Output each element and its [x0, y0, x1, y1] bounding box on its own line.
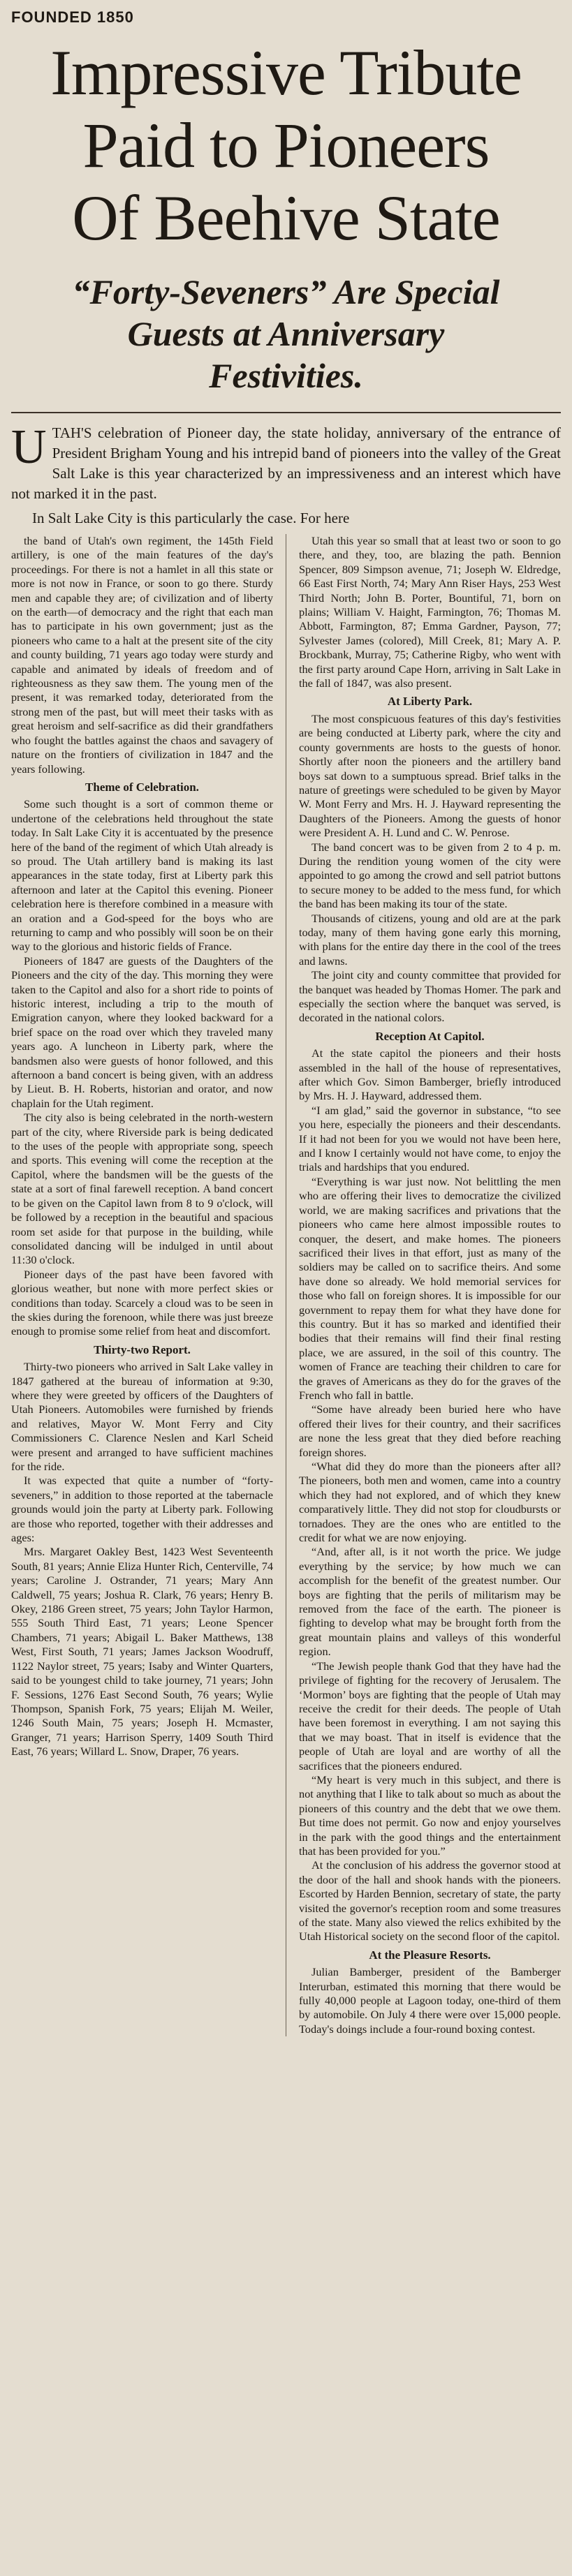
subheadline-line: Guests at Anniversary	[127, 314, 445, 353]
article-paragraph: Thousands of citizens, young and old are at the park today, many of them having gone early this morning, with plans for the entire day there in the cool of the trees and lawns.	[299, 911, 561, 968]
divider	[11, 412, 561, 413]
article-paragraph: “And, after all, is it not worth the price. We judge everything by the service; by how much we can accomplish for the benefit of the greatest number. Our boys are fighting that the perils of militarism may be removed from the face of the earth. The pioneer is fighting to develop what may be brought forth from the great mountain plains and valleys of this wonderful region.	[299, 1545, 561, 1659]
lead-text: In Salt Lake City is this particularly the case. For here	[32, 510, 350, 526]
left-column	[11, 534, 273, 2036]
founded-label: FOUNDED 1850	[11, 8, 134, 26]
section-heading: At Liberty Park.	[387, 695, 473, 709]
subheadline	[11, 271, 561, 397]
lead-text: TAH'S celebration of Pioneer day, the state holiday, anniversary of the entrance of President Brigham Young and his intrepid band of pioneers into the valley of the Great Salt Lake is this year characterized by an impressiveness and an interest which have not marked it in the past.	[11, 424, 562, 502]
article-paragraph: Pioneers of 1847 are guests of the Daughters of the Pioneers and the city of the day. This morning they were taken to the Capitol and also for a short ride to points of historic interest, including a trip to the mouth of Emigration canyon, where they looked backward for a brief space on the road over which they traveled many years ago. A luncheon in Liberty park, where the bandsmen also were guests of honor followed, and this afternoon a band concert is being given, with an address by Lieut. B. H. Roberts, historian and orator, and now chaplain for the Utah regiment.	[11, 954, 273, 1110]
article-paragraph: “Some have already been buried here who have offered their lives for their country, and their sacrifices are none the less great that they died before reaching foreign shores.	[299, 1402, 561, 1459]
article-paragraph: The most conspicuous features of this day's festivities are being conducted at Liberty park, where the city and county governments are hosts to the guests of honor. Shortly after noon the pioneers and the artillery band boys sat down to a sumptuous spread. Brief talks in the nature of greetings were scheduled to be given by Mayor W. Mont Ferry and Mrs. H. J. Hayward representing the Daughters of the Pioneers. Among the guests of honor were President A. H. Lund and C. W. Penrose.	[299, 711, 561, 840]
article-paragraph: “Everything is war just now. Not belittling the men who are offering their lives to democratize the civilized world, we are making sacrifices and privations that the pioneers who came here almost impossible routes to conquer, the desert, and make homes. The pioneers sacrificed their lives in that effort, just as many of the soldiers may be called on to sacrifice theirs. And some have done so already. We hold memorial services for those who fall on foreign shores. It is impossible for our government to repay them for what they have done for this country. But it has so marked and identified their bodies that their remains will find their final resting place, we are assured, in the soil of this country. The women of France are teaching their children to care for the graves of Americans as they do for the graves of the French who fall in battle.	[299, 1174, 561, 1402]
headline	[11, 36, 561, 254]
article-paragraph: The joint city and county committee that provided for the banquet was headed by Thomas Homer. The park and especially the section where the banquet was served, is decorated in the national colors.	[299, 968, 561, 1025]
article-paragraph: The band concert was to be given from 2 to 4 p. m. During the rendition young women of the city were appointed to go among the crowd and sell patriot buttons to secure money to be added to the mess fund, for which the band has been making its tour of the state.	[299, 840, 561, 911]
article-paragraph: The city also is being celebrated in the north-western part of the city, where Riverside park is being dedicated to the uses of the people with appropriate song, speech and sports. This evening will come the reception at the Capitol, where the bandsmen will be the guests of the state at a sort of final farewell reception. A band concert to be given on the Capitol lawn from 8 to 9 o'clock, will be followed by a reception in the beautiful and spacious room set aside for that purpose in the building, while consolidated dancing will be indulged in until about 11:30 o'clock.	[11, 1111, 273, 1267]
article-columns	[11, 534, 561, 2036]
section-heading: Reception At Capitol.	[375, 1029, 485, 1043]
headline-line: Paid to Pioneers	[82, 110, 490, 181]
article-paragraph: Utah this year so small that at least two or soon to go there, and they, too, are blazing the path. Bennion Spencer, 809 Simpson avenue, 71; Joseph W. Eldredge, 66 East First North, 74; Mary Ann Riser Hays, 253 West Third North; John B. Porter, Bountiful, 71, born on plains; William V. Haight, Farmington, 76; Thomas M. Abbott, Farmington, 87; Emma Gardner, Payson, 77; Sylvester James (colored), Mill Creek, 81; Mary A. P. Brockbank, Murray, 75; Catherine Rigby, who went with the first party around Cape Horn, arriving in Salt Lake in the fall of 1847, was also present.	[299, 534, 561, 690]
article-paragraph: “My heart is very much in this subject, and there is not anything that I like to talk about so much as about the pioneers of this country and the debt that we owe them. But time does not permit. Go now and enjoy yourselves in the park with the good things and the entertainment that has been provided for you.”	[299, 1772, 561, 1858]
article-paragraph: the band of Utah's own regiment, the 145th Field artillery, is one of the main features of the day's proceedings. For there is not a hamlet in all this state or more is not now in France, or soon to go there. Sturdy men and capable they are; of civilization and of liberty on the earth—of democracy and the right that each man has to participate in his own government; just as the pioneers who came to a halt at the present site of the city and county building, 71 years ago today were sturdy and capable and animated by ideals of freedom and of righteousness as they saw them. The young men of the present, it was remarked today, deteriorated from the strong men of the past, but will meet their tasks with as great heroism and self-sacrifice as did their grandfathers who fought the battles against the chaos and savagery of nature on the frontiers of civilization in 1847 and the years following.	[11, 534, 273, 776]
article-paragraph: It was expected that quite a number of “forty-seveners,” in addition to those reported at the tabernacle grounds would join the party at Liberty park. Following are those who reported, together with their addresses and ages:	[11, 1474, 273, 1545]
article-paragraph: At the conclusion of his address the governor stood at the door of the hall and shook hands with the pioneers. Escorted by Harden Bennion, secretary of state, the party visited the governor's reception room and some treasures of the state. Many also viewed the relics exhibited by the Utah Historical society on the second floor of the capitol.	[299, 1858, 561, 1944]
article-paragraph: “I am glad,” said the governor in substance, “to see you here, especially the pioneers and their descendants. If it had not been for you we would not have been here, and I know I certainly would not have come, to enjoy the trials and hardships that you endured.	[299, 1103, 561, 1174]
article-paragraph: At the state capitol the pioneers and their hosts assembled in the hall of the house of representatives, after which Gov. Simon Bamberger, briefly introduced by Mrs. H. J. Hayward, addressed them.	[299, 1046, 561, 1103]
section-heading: At the Pleasure Resorts.	[369, 1948, 491, 1962]
article-paragraph: Mrs. Margaret Oakley Best, 1423 West Seventeenth South, 81 years; Annie Eliza Hunter Rich, Centerville, 74 years; Caroline J. Ostrander, 71 years; Mary Ann Caldwell, 75 years; Joshua R. Clark, 76 years; Henry B. Okey, 2186 Green street, 75 years; John Taylor Harmon, 555 South Third East, 71 years; Leone Spencer Chambers, 71 years; Abigail L. Baker Matthews, 138 West, First South, 71 years; James Jackson Woodruff, 1122 Naylor street, 75 years; Isaby and Winter Quarters, said to be youngest child to take journey, 71 years; John F. Sessions, 1276 East Second South, 76 years; Wylie Thompson, Spanish Fork, 75 years; Elijah M. Weiler, 1246 South Main, 75 years; Joseph H. Mcmaster, Granger, 71 years; Harrison Sperry, 1409 South Third East, 76 years; Willard L. Snow, Draper, 76 years.	[11, 1545, 273, 1759]
article-paragraph: Thirty-two pioneers who arrived in Salt Lake valley in 1847 gathered at the bureau of information at 9:30, where they were greeted by officers of the Daughters of Utah Pioneers. Automobiles were furnished by friends and relatives, Mayor W. Mont Ferry and City Commissioners C. Clarence Neslen and Karl Scheid were present and arranged to have sufficient machines for the ride.	[11, 1360, 273, 1473]
article-paragraph: Julian Bamberger, president of the Bamberger Interurban, estimated this morning that there would be fully 40,000 people at Lagoon today, one-third of them by automobile. On July 4 there were over 15,000 people. Today's doings include a four-round boxing contest.	[299, 1965, 561, 2036]
headline-line: Impressive Tribute	[50, 37, 522, 108]
headline-line: Of Beehive State	[72, 182, 500, 253]
article-paragraph: “What did they do more than the pioneers after all? The pioneers, both men and women, came into a country which they had not explored, and of which they knew comparatively little. They did not stop for cloudbursts or tornadoes. They are the ones who are entitled to the credit for what we are now enjoying.	[299, 1460, 561, 1545]
article-paragraph: Some such thought is a sort of common theme or undertone of the celebrations held throughout the state today. In Salt Lake City it is accentuated by the presence here of the band of the regiment of which Utah already is so proud. The Utah artillery band is making its last appearances in the state today, first at Liberty park this afternoon and later at the Capitol this evening. Pioneer celebration here is therefore combined in a measure with an oration and a God-speed for the boys who are returning to camp and who possibly will soon be on their way to the glorious and historic fields of France.	[11, 797, 273, 954]
masthead	[11, 8, 561, 27]
subheadline-line: Festivities.	[209, 356, 363, 395]
right-column	[299, 534, 561, 2036]
section-heading: Thirty-two Report.	[94, 1342, 191, 1356]
lead-paragraph	[11, 420, 562, 528]
article-paragraph: Pioneer days of the past have been favored with glorious weather, but none with more perfect skies or conditions than today. Scarcely a cloud was to be seen in the skies during the forenoon, while there was just breeze enough to promise some relief from heat and discomfort.	[11, 1267, 273, 1338]
drop-cap: U	[11, 420, 47, 474]
section-heading: Theme of Celebration.	[85, 780, 199, 794]
article-paragraph: “The Jewish people thank God that they have had the privilege of fighting for the recovery of Jerusalem. The ‘Mormon’ boys are fighting that the people of Utah may receive the credit for their deeds. The people of Utah have been foremost in everything. I am not saying this that we may boast. That in itself is evidence that the people of Utah are loyal and are worthy of all the sacrifices that the pioneers endured.	[299, 1659, 561, 1772]
subheadline-line: “Forty-Seveners” Are Special	[72, 272, 500, 311]
